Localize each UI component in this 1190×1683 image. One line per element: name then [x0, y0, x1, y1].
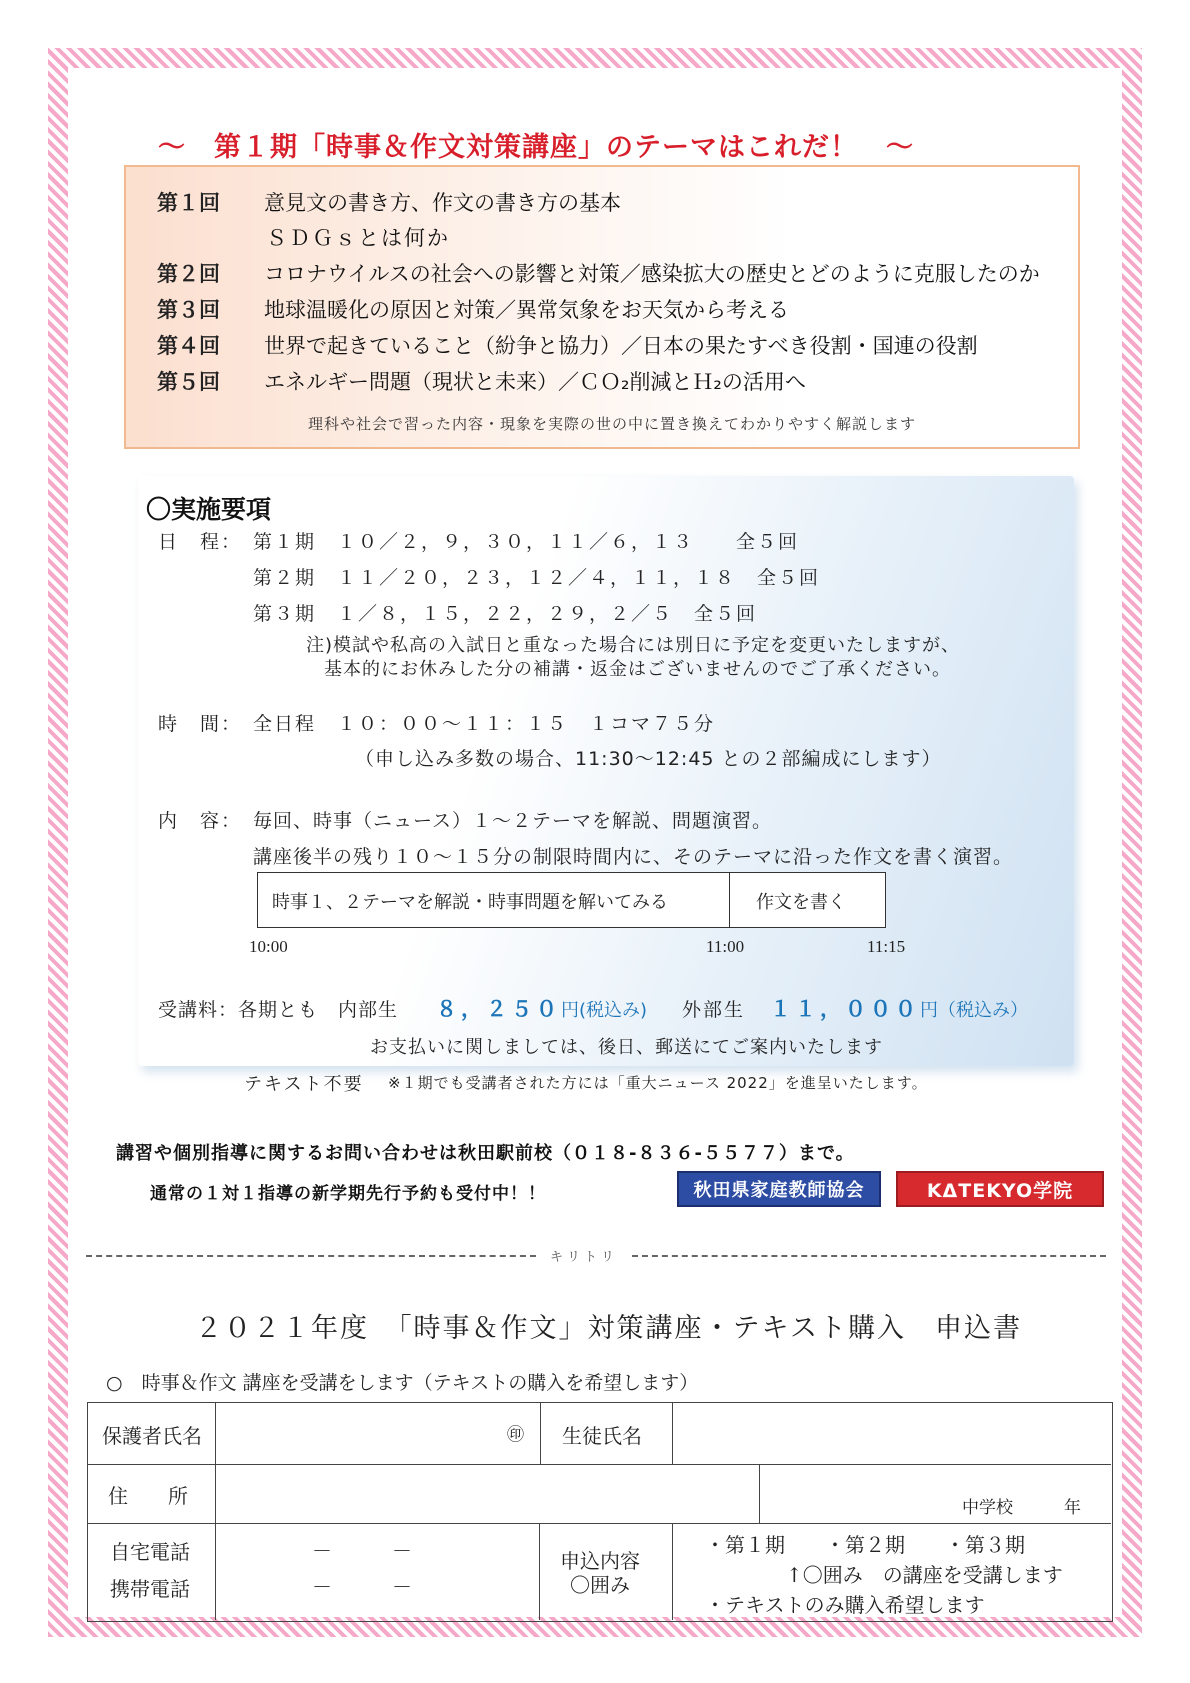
- content-text: 毎回、時事（ニュース）１～２テーマを解説、問題演習。: [253, 810, 773, 832]
- timeline-segment-writing-label: 作文を書く: [756, 892, 846, 913]
- form-title: ２０２１年度 「時事＆作文」対策講座・テキスト購入 申込書: [195, 1313, 1022, 1344]
- page-title: ～ 第１期「時事＆作文対策講座」のテーマはこれだ！ ～: [158, 132, 914, 163]
- katekyo-logo: KΔTEKYO学院: [896, 1171, 1104, 1207]
- application-form-table: [87, 1402, 1113, 1622]
- association-logo: 秋田県家庭教師協会: [677, 1171, 881, 1207]
- schedule-row: 第２期 １１／２０，２３，１２／４，１１，１８ 全５回: [253, 567, 821, 589]
- session-topic: 地球温暖化の原因と対策／異常気象をお天気から考える: [264, 298, 789, 322]
- home-phone-label: 自宅電話: [110, 1540, 190, 1564]
- content-text: 講座後半の残り１０～１５分の制限時間内に、そのテーマに沿った作文を書く演習。: [253, 846, 1014, 868]
- apply-text-option[interactable]: ・テキストのみ購入希望します: [705, 1593, 985, 1617]
- apply-content-label: 申込内容: [560, 1549, 640, 1573]
- contact-info: 講習や個別指導に関するお問い合わせは秋田駅前校（０１８-８３６-５５７７）まで。: [116, 1143, 855, 1164]
- student-name-field[interactable]: [674, 1405, 1108, 1462]
- form-option[interactable]: ○ 時事＆作文 講座を受講をします（テキストの購入を希望します）: [106, 1372, 699, 1394]
- cut-line: [86, 1255, 536, 1257]
- apply-terms-options[interactable]: ・第１期 ・第２期 ・第３期: [705, 1533, 1025, 1557]
- lesson-timeline: [257, 872, 886, 928]
- address-label: 住 所: [108, 1484, 188, 1508]
- schedule-label: 日 程：: [158, 531, 243, 553]
- guardian-name-label: 保護者氏名: [102, 1424, 202, 1448]
- session-topic: コロナウイルスの社会への影響と対策／感染拡大の歴史とどのように克服したのか: [264, 262, 1040, 286]
- contact-reservation: 通常の１対１指導の新学期先行予約も受付中！！: [150, 1184, 546, 1204]
- mobile-phone-label: 携帯電話: [110, 1577, 190, 1601]
- apply-course-note: ↑〇囲み の講座を受講します: [786, 1563, 1063, 1587]
- schedule-row: 第１期 １０／２，９，３０，１１／６，１３ 全５回: [253, 531, 800, 553]
- text-note: ※１期でも受講者された方には「重大ニュース 2022」を進呈いたします。: [388, 1074, 928, 1092]
- fee-label: 受講料：各期とも 内部生: [158, 999, 399, 1021]
- seal-mark: ㊞: [507, 1425, 524, 1445]
- session-label: 第１回: [157, 191, 220, 215]
- guardian-name-field[interactable]: [216, 1405, 538, 1462]
- time-label: 時 間：: [158, 713, 243, 735]
- cut-label: キリトリ: [550, 1250, 619, 1265]
- session-label: 第４回: [157, 334, 220, 358]
- fee-internal: ８，２５０円(税込み): [436, 997, 648, 1021]
- address-field[interactable]: [216, 1466, 756, 1521]
- apply-circle-label: 〇囲み: [570, 1573, 630, 1597]
- schedule-note: 基本的にお休みした分の補講・返金はございませんのでご了承ください。: [324, 659, 951, 680]
- session-topic: ＳＤＧｓとは何か: [266, 226, 450, 250]
- payment-note: お支払いに関しましては、後日、郵送にてご案内いたします: [370, 1037, 883, 1058]
- fee-external: １１，０００円（税込み）: [770, 997, 1028, 1021]
- text-label: テキスト不要: [244, 1074, 364, 1095]
- theme-note: 理科や社会で習った内容・現象を実際の世の中に置き換えてわかりやすく解説します: [308, 415, 917, 433]
- session-label: 第５回: [157, 370, 220, 394]
- session-label: 第２回: [157, 262, 220, 286]
- session-topic: 意見文の書き方、作文の書き方の基本: [264, 191, 621, 215]
- time-note: （申し込み多数の場合、11:30～12:45 との２部編成にします）: [355, 748, 942, 770]
- session-topic: エネルギー問題（現状と未来）／ＣＯ₂削減とＨ₂の活用へ: [264, 370, 806, 394]
- home-phone-field[interactable]: － －: [312, 1539, 412, 1563]
- section-title: 〇実施要項: [146, 495, 272, 524]
- schedule-row: 第３期 １／８，１５，２２，２９，２／５ 全５回: [253, 603, 758, 625]
- cut-line: [632, 1255, 1106, 1257]
- timeline-segment-lecture-label: 時事１、２テーマを解説・時事問題を解いてみる: [272, 892, 668, 913]
- timeline-tick: 11:15: [867, 937, 906, 956]
- fee-external-label: 外部生: [682, 999, 746, 1021]
- time-value: 全日程 １０：００～１１：１５ １コマ７５分: [253, 713, 716, 735]
- mobile-phone-field[interactable]: － －: [312, 1575, 412, 1599]
- school-grade-label: 中学校 年: [962, 1498, 1081, 1518]
- session-label: 第３回: [157, 298, 220, 322]
- student-name-label: 生徒氏名: [562, 1424, 642, 1448]
- session-topic: 世界で起きていること（紛争と協力）／日本の果たすべき役割・国連の役割: [264, 334, 978, 358]
- content-label: 内 容：: [158, 810, 243, 832]
- schedule-note: 注)模試や私高の入試日と重なった場合には別日に予定を変更いたしますが、: [306, 635, 961, 656]
- timeline-tick: 10:00: [249, 937, 288, 956]
- timeline-tick: 11:00: [706, 937, 745, 956]
